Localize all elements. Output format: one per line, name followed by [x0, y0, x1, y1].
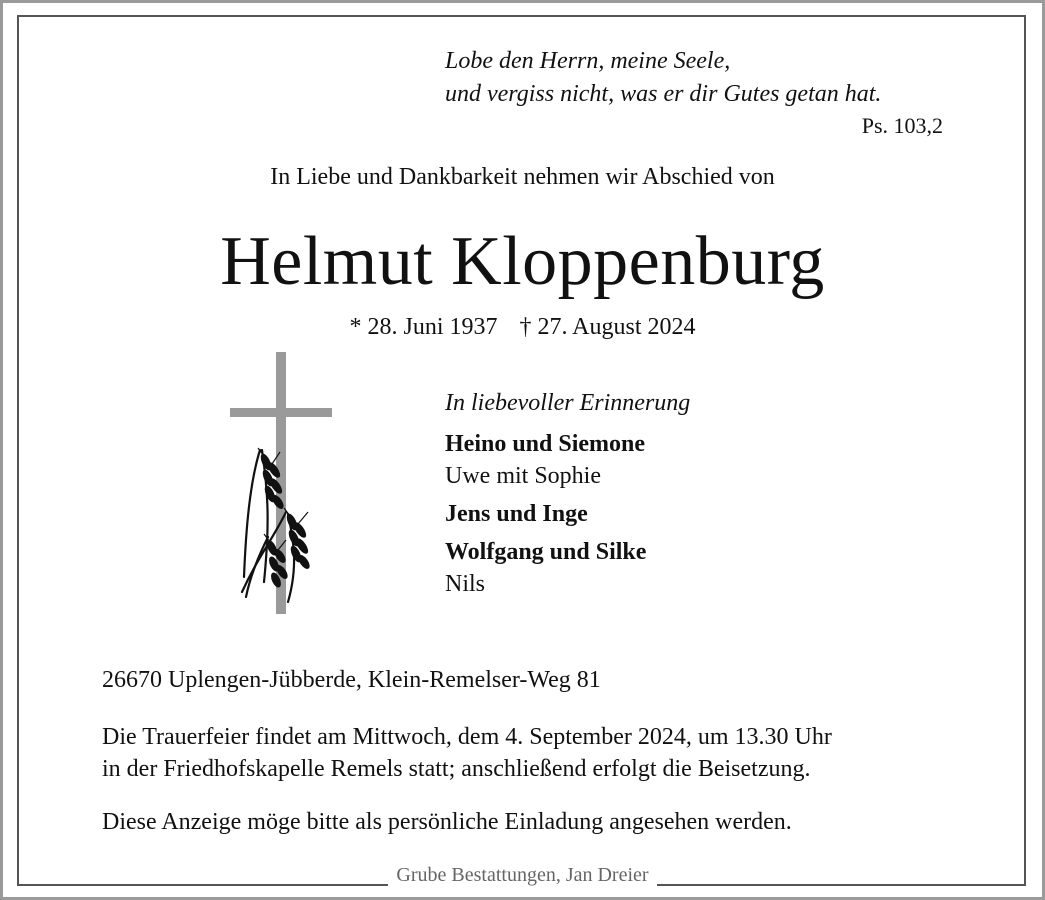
verse-line-1: Lobe den Herrn, meine Seele,: [445, 48, 731, 74]
invitation-note: Diese Anzeige möge bitte als persönliche Einladung angesehen werden.: [102, 809, 792, 835]
mourner-entry: Jens und Inge: [445, 501, 588, 527]
mourner-entry: Wolfgang und Silke: [445, 539, 647, 565]
ceremony-info: [102, 721, 832, 785]
life-dates: [0, 314, 1045, 341]
deceased-name: Helmut Kloppenburg: [220, 223, 825, 300]
birth-date: * 28. Juni 1937: [349, 314, 498, 340]
death-date: † 27. August 2024: [519, 314, 696, 340]
ceremony-line-1: Die Trauerfeier findet am Mittwoch, dem 4. September 2024, um 13.30 Uhr: [102, 724, 832, 750]
mourners-list: [445, 428, 646, 600]
verse-reference: Ps. 103,2: [861, 113, 943, 138]
address: 26670 Uplengen-Jübberde, Klein-Remelser-Weg 81: [102, 667, 601, 693]
intro-text: In Liebe und Dankbarkeit nehmen wir Abschied von: [270, 164, 775, 190]
mourner-entry: Uwe mit Sophie: [445, 463, 601, 489]
footer: [0, 864, 1045, 887]
memory-heading: In liebevoller Erinnerung: [445, 390, 691, 416]
ceremony-line-2: in der Friedhofskapelle Remels statt; anschließend erfolgt die Beisetzung.: [102, 756, 811, 782]
undertaker-credit: Grube Bestattungen, Jan Dreier: [388, 864, 656, 887]
mourner-entry: Heino und Siemone: [445, 431, 646, 457]
verse-line-2: und vergiss nicht, was er dir Gutes getan hat.: [445, 81, 882, 107]
cross-with-wheat-icon: [228, 352, 334, 614]
bible-verse: [445, 45, 881, 111]
mourner-entry: Nils: [445, 571, 486, 597]
